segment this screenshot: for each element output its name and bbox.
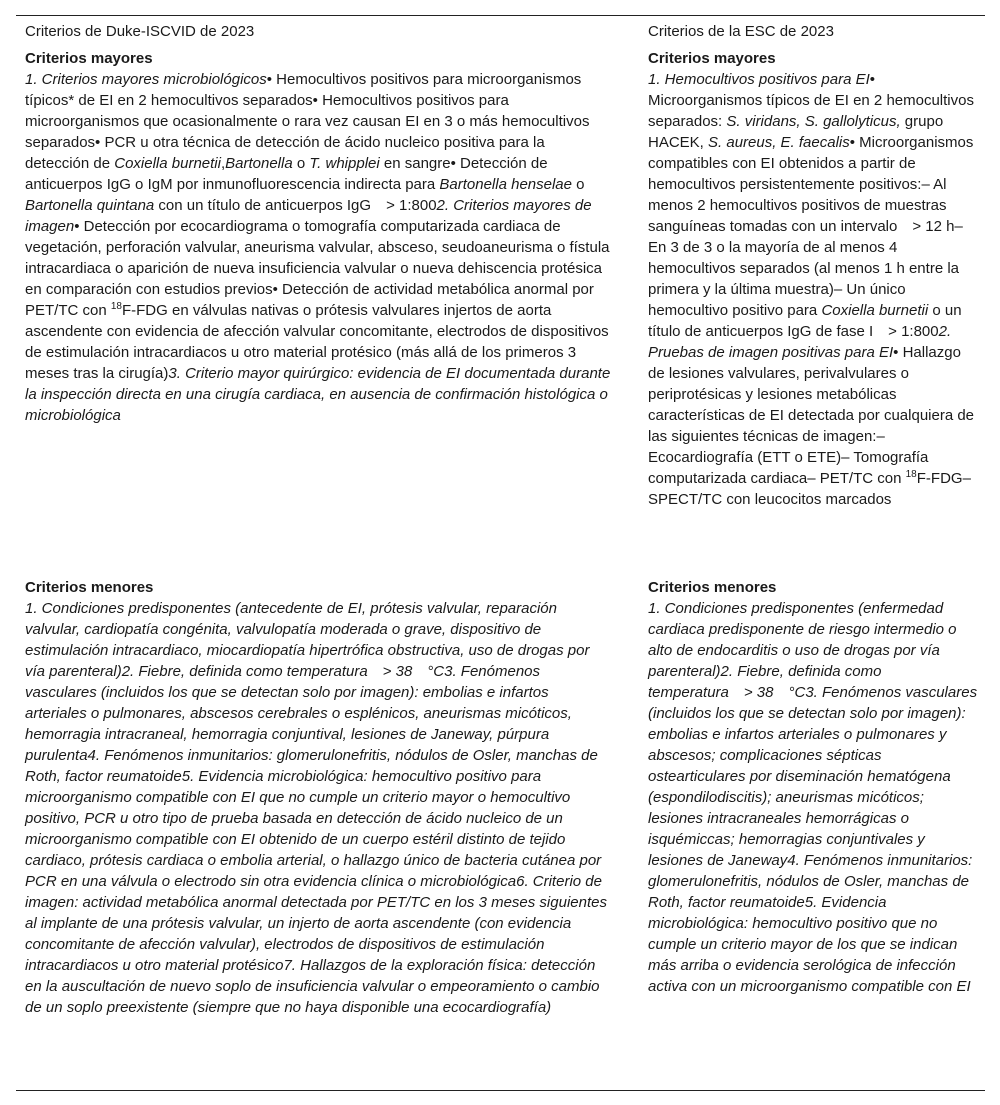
text-segment: grupo HACEK, — [648, 113, 944, 151]
text-segment: • Detección por ecocardiograma o tomografía computarizada cardiaca de vegetación, perforación valvular, aneurisma valvular, absceso, seudoaneurisma o fístula intracardiaca o aparición de nueva insuficiencia valvular o nueva dehiscencia protésica en comparación con estudios previos• Detección de actividad metabólica anormal por PET/TC con — [25, 218, 610, 319]
minor-criteria-esc — [648, 577, 978, 997]
text-segment: Bartonella — [225, 155, 293, 172]
text-segment: F-FDG– SPECT/TC con leucocitos marcados — [648, 470, 971, 508]
text-segment: con un título de anticuerpos IgG > 1:800 — [154, 197, 437, 214]
text-segment: Bartonella henselae — [439, 176, 572, 193]
text-segment: 1. Criterios mayores microbiológicos — [25, 71, 267, 88]
text-segment: 2. Criterios mayores de imagen — [25, 197, 592, 235]
major-criteria-title: Criterios mayores — [648, 50, 776, 67]
text-segment: • Microorganismos compatibles con EI obtenidos a partir de hemocultivos persistentemente positivos:– Al menos 2 hemocultivos positivos de muestras sanguíneas tomadas con un intervalo > 12 h– En 3 de 3 o la mayoría de al menos 4 hemocultivos separados (al menos 1 h entre la primera y la última muestra)– Un único hemocultivo positivo para — [648, 134, 974, 319]
column-header-duke: Criterios de Duke-ISCVID de 2023 — [25, 23, 255, 40]
minor-criteria-duke — [25, 577, 612, 1018]
text-segment: 1. Hemocultivos positivos para EI — [648, 71, 870, 88]
text-segment: Bartonella quintana — [25, 197, 155, 214]
text-segment: • Microorganismos típicos de EI en 2 hemocultivos separados: — [648, 71, 974, 130]
minor-criteria-text — [648, 598, 978, 997]
text-segment: 1. Condiciones predisponentes (antecedente de EI, prótesis valvular, reparación valvular, cardiopatía congénita, valvulopatía moderada o grave, dispositivo de estimulación intracardiaco, miocardiopatía hipertrófica obstructiva, uso de drogas por vía parenteral)2. Fiebre, definida como temperatura > 38 °C3. Fenómenos vasculares (incluidos los que se detectan solo por imagen): embolias e infartos arteriales o pulmonares, abscesos cerebrales o esplénicos, aneurismas micóticos, hemorragia intracraneal, hemorragia conjuntival, lesiones de Janeway, púrpura purulenta4. Fenómenos inmunitarios: glomerulonefritis, nódulos de Osler, manchas de Roth, factor reumatoide5. Evidencia microbiológica: hemocultivo positivo para microorganismo compatible con EI que no cumple un criterio mayor o hemocultivo positivo, PCR u otro tipo de prueba basada en detección de ácido nucleico de un microorganismo compatible con EI obtenido de un cuerpo estéril distinto de tejido cardiaco, prótesis cardiaca o embolia arterial, o hallazgo único de bacteria cutánea por PCR en una válvula o electrodo sin otra evidencia clínica o microbiológica6. Criterio de imagen: actividad metabólica anormal detectada por PET/TC en los 3 meses siguientes al implante de una prótesis valvular, un injerto de aorta ascendente (con evidencia concomitante de afección valvular), electrodos de dispositivos de estimulación intracardiacos u otro material protésico7. Hallazgos de la exploración física: detección en la auscultación de nuevo soplo de insuficiencia valvular o empeoramiento o cambio de un soplo preexistente (siempre que no haya disponible una ecocardiografía) — [25, 600, 607, 1016]
text-segment: o — [292, 155, 310, 172]
text-segment: 1. Condiciones predisponentes (enfermedad cardiaca predisponente de riesgo intermedio o alto de endocarditis o uso de drogas por vía parenteral)2. Fiebre, definida como temperatura > 38 °C3. Fenómenos vasculares (incluidos los que se detectan solo por imagen): embolias e infartos arteriales o pulmonares y abscesos; complicaciones sépticas ostearticulares por diseminación hematógena (espondilodiscitis); aneurismas micóticos; lesiones intracraneales hemorrágicas o isquémiccas; hemorragias conjuntivales y lesiones de Janeway4. Fenómenos inmunitarios: glomerulonefritis, nódulos de Osler, manchas de Roth, factor reumatoide5. Evidencia microbiológica: hemocultivo positivo que no cumple un criterio mayor de los que se indican más arriba o evidencia serológica de infección activa con un microorganismo compatible con EI — [648, 600, 978, 995]
text-segment: Coxiella burnetii — [821, 302, 929, 319]
text-segment: 3. Criterio mayor quirúrgico: evidencia de EI documentada durante la inspección directa en una cirugía cardiaca, en ausencia de confirmación histológica o microbiológica — [25, 365, 611, 424]
text-segment: o un título de anticuerpos IgG de fase I > 1:800 — [648, 302, 962, 340]
text-segment: • Hemocultivos positivos para microorganismos típicos* de EI en 2 hemocultivos separados• Hemocultivos positivos para microorganismos que ocasionalmente o rara vez causan EI en 3 o más hemocultivos separados• PCR u otra técnica de detección de ácido nucleico positiva para la detección de — [25, 71, 590, 172]
column-header-esc: Criterios de la ESC de 2023 — [648, 23, 834, 40]
major-criteria-text — [648, 69, 978, 510]
text-segment: , — [220, 155, 226, 172]
minor-criteria-title: Criterios menores — [648, 579, 777, 596]
text-segment: 18 — [110, 301, 122, 312]
text-segment: F-FDG en válvulas nativas o prótesis valvulares injertos de aorta ascendente con evidencia de afección valvular concomitante, electrodos de dispositivos de estimulación intracardiacos u otro material protésico (más allá de los primeros 3 meses tras la cirugía) — [25, 302, 609, 382]
major-criteria-title: Criterios mayores — [25, 50, 153, 67]
text-segment: 18 — [905, 469, 917, 480]
text-segment: • Hallazgo de lesiones valvulares, perivalvulares o periprotésicas y lesiones metabólicas características de EI detectada por cualquiera de las siguientes técnicas de imagen:– Ecocardiografía (ETT o ETE)– Tomografía computarizada cardiaca– PET/TC con — [648, 344, 975, 487]
text-segment: T. whipplei — [309, 155, 380, 172]
minor-criteria-text — [25, 598, 612, 1018]
text-segment: o — [572, 176, 585, 193]
text-segment: 2. Pruebas de imagen positivas para EI — [648, 323, 952, 361]
criteria-table — [16, 15, 985, 1091]
text-segment: S. viridans, S. gallolyticus, — [726, 113, 901, 130]
text-segment: S. aureus, E. faecalis — [708, 134, 850, 151]
major-criteria-text — [25, 69, 612, 426]
major-criteria-duke — [25, 48, 612, 426]
text-segment: en sangre• Detección de anticuerpos IgG o IgM por inmunofluorescencia indirecta para — [25, 155, 548, 193]
major-criteria-esc — [648, 48, 978, 510]
text-segment: Coxiella burnetii — [114, 155, 221, 172]
minor-criteria-title: Criterios menores — [25, 579, 154, 596]
